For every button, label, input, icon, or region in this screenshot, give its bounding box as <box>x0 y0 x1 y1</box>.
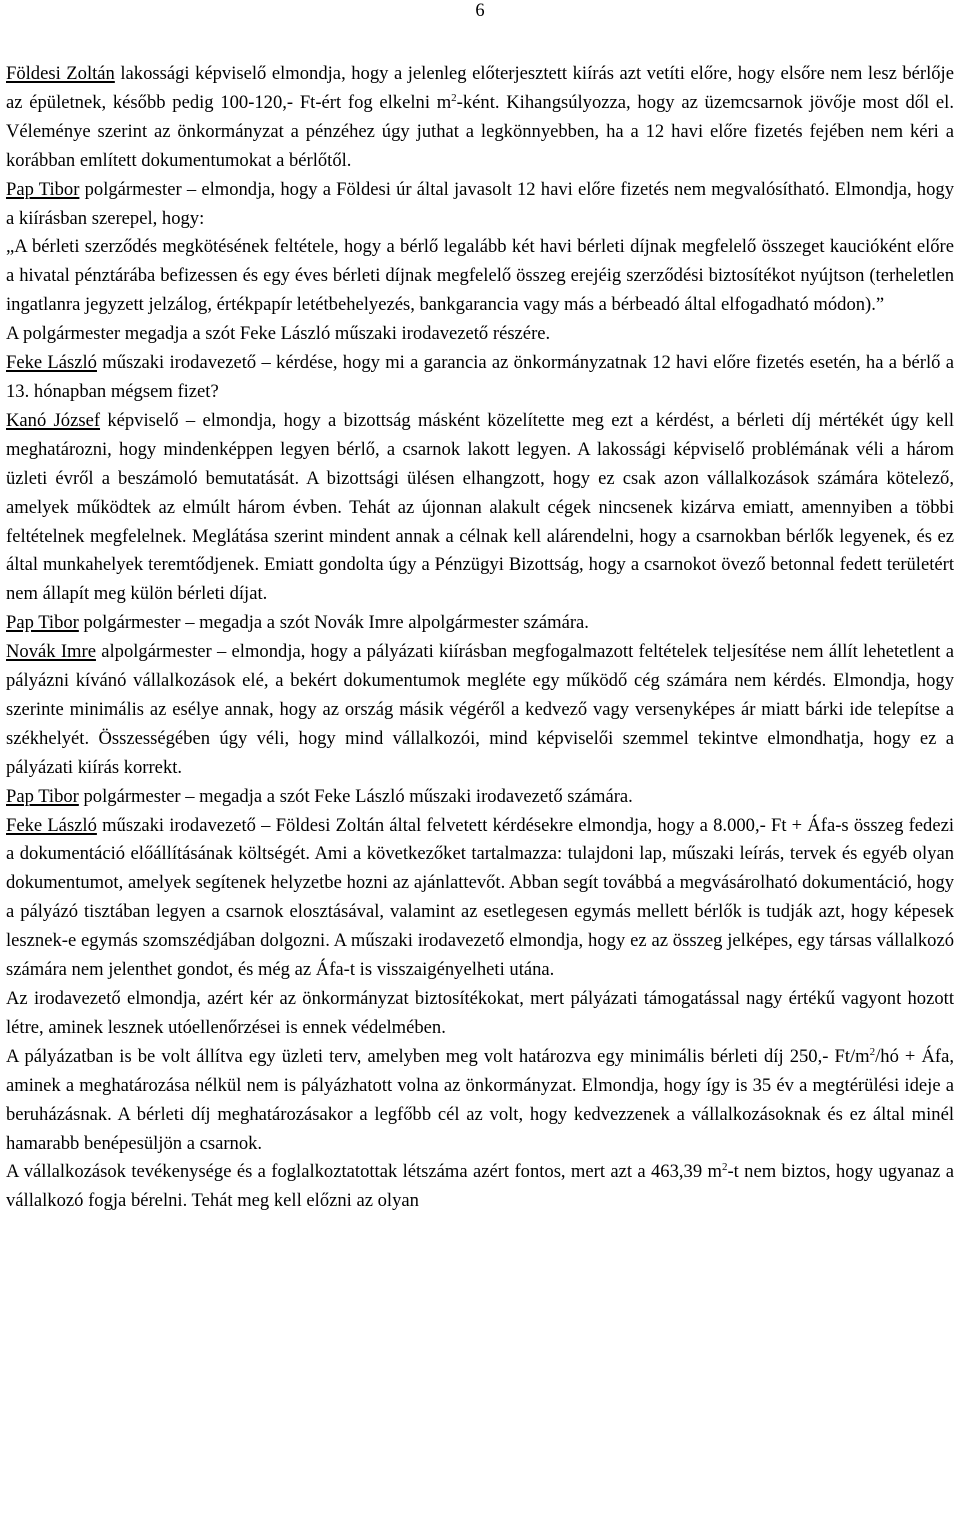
paragraph-text: polgármester – megadja a szót Novák Imre alpolgármester számára. <box>78 612 589 634</box>
paragraph-mayor-note: A polgármester megadja a szót Feke László műszaki irodavezető részére. <box>6 323 551 345</box>
speaker-name: Feke László <box>6 814 97 836</box>
speaker-name: Pap Tibor <box>6 612 79 634</box>
speaker-name: Feke László <box>6 352 97 374</box>
speaker-name: Pap Tibor <box>6 178 80 200</box>
paragraph-kano <box>6 407 954 609</box>
paragraph-palyazat <box>6 1043 954 1159</box>
paragraph-pap-tibor-3 <box>6 783 954 812</box>
paragraph-text: képviselő – elmondja, hogy a bizottság másként közelítette meg ezt a kérdést, a bérleti díj mértékét úgy kell meghatározni, hogy mindenképpen legyen bérlő, a csarnok lakott legyen. A lakossági képviselő problémának véli a három üzleti évről a beszámoló bemutatását. A bizottsági ülésen elhangzott, hogy ez csak azon vállalkozások számára kötelező, amelyek működtek az elmúlt három évben. Tehát az újonnan alakult cégek nincsenek kizárva emiatt, amennyiben a többi feltételnek megfelelnek. Meglátása szerint mindent annak a célnak kell alárendelni, hogy a csarnokban bérlők legyenek, és ez által munkahelyek teremtődjenek. Emiatt gondolta úgy a Pénzügyi Bizottság, hogy a csarnokot övező betonnal fedett területért nem állapít meg külön bérleti díjat. <box>6 409 954 605</box>
paragraph-text: A vállalkozások tevékenysége és a foglalkoztatottak létszáma azért fontos, mert azt a 463,39 m <box>6 1161 722 1183</box>
paragraph-text: műszaki irodavezető – Földesi Zoltán által felvetett kérdésekre elmondja, hogy a 8.000,- Ft + Áfa-s összeg fedezi a dokumentáció előállításának költségét. Ami a következőket tartalmazza: tulajdoni lap, műszaki leírás, tervek és egyéb olyan dokumentumot, amelyek segítenek helyzetbe hozni az ajánlattevőt. Abban segít továbbá a megvásárolható dokumentáció, hogy a pályázó tisztában legyen a csarnok elosztásával, valamint az esetlegesen egymás mellett bérlők is tudják azt, hogy képesek lesznek-e egymás szomszédjában dolgozni. A műszaki irodavezető elmondja, hogy ez az összeg jelképes, egy társas vállalkozó számára nem jelenthet gondot, és még az Áfa-t is visszaigényelheti utána. <box>6 814 955 981</box>
superscript: 2 <box>869 1045 876 1058</box>
paragraph-text: alpolgármester – elmondja, hogy a pályázati kiírásban megfogalmazott feltételek teljesítése nem állít lehetetlent a pályázni kívánó vállalkozások elé, a bekért dokumentumok megléte egy működő cég számára nem kérdés. Elmondja, hogy szerinte minimális az esélye annak, hogy az ország másik végéről a kedvező vagy versenyképes ár miatt bárki ide telepítse a székhelyét. Összességében úgy véli, hogy mind vállalkozói, mind képviselői szemmel tekintve elmondhatja, hogy ez a pályázati kiírás korrekt. <box>6 641 954 778</box>
paragraph-foldesi <box>6 60 954 176</box>
speaker-name: Pap Tibor <box>6 785 79 807</box>
speaker-name: Kanó József <box>6 409 101 431</box>
superscript: 2 <box>721 1161 728 1174</box>
superscript: 2 <box>451 91 457 104</box>
paragraph-feke <box>6 349 954 407</box>
paragraph-novak <box>6 638 954 783</box>
paragraph-feke-2 <box>6 812 954 985</box>
paragraph-text: polgármester – elmondja, hogy a Földesi úr által javasolt 12 havi előre fizetés nem megvalósítható. Elmondja, hogy a kiírásban szerepel, hogy: <box>6 178 954 229</box>
paragraph-text: polgármester – megadja a szót Feke László műszaki irodavezető számára. <box>78 785 633 807</box>
paragraph-vallalkozasok <box>6 1158 954 1216</box>
page-number: 6 <box>475 1 485 21</box>
minutes-body <box>6 60 954 1216</box>
paragraph-text: /hó + Áfa, aminek a meghatározása nélkül nem is pályázhatott volna az önkormányzat. Elmondja, hogy így is 35 év a megtérülési ideje a beruházásnak. A bérleti díj meghatározásakor a legfőbb cél az volt, hogy kedvezzenek a vállalkozásoknak és ez által minél hamarabb benépesüljön a csarnok. <box>6 1045 954 1154</box>
paragraph-text: lakossági képviselő elmondja, hogy a jelenleg előterjesztett kiírás azt vetíti előre, hogy elsőre nem lesz bérlője az épületnek, később pedig 100-120,- Ft-ért fog elkelni m <box>6 63 954 113</box>
speaker-name: Földesi Zoltán <box>6 63 115 84</box>
paragraph-pap-tibor <box>6 176 954 234</box>
paragraph-irodavezeto: Az irodavezető elmondja, azért kér az önkormányzat biztosítékokat, mert pályázati támogatással nagy értékű vagyont hozott létre, aminek lesznek utóellenőrzései is ennek védelmében. <box>6 988 954 1038</box>
paragraph-text: -t nem biztos, hogy ugyanaz a vállalkozó fogja bérelni. Tehát meg kell előzni az olyan <box>6 1161 955 1212</box>
paragraph-text: A pályázatban is be volt állítva egy üzleti terv, amelyben meg volt határozva egy minimális bérleti díj 250,- Ft/m <box>6 1045 870 1067</box>
paragraph-text: -ként. Kihangsúlyozza, hogy az üzemcsarnok jövője most dől el. Véleménye szerint az önkormányzat a pénzéhez úgy juthat a legkönnyebben, ha a 12 havi előre fizetés fejében nem kéri a korábban említett dokumentumokat a bérlőtől. <box>6 91 954 171</box>
speaker-name: Novák Imre <box>6 641 96 663</box>
paragraph-text: műszaki irodavezető – kérdése, hogy mi a garancia az önkormányzatnak 12 havi előre fizetés esetén, ha a bérlő a 13. hónapban mégsem fizet? <box>6 352 954 402</box>
paragraph-pap-tibor-2 <box>6 609 954 638</box>
paragraph-quote: „A bérleti szerződés megkötésének feltétele, hogy a bérlő legalább két havi bérleti díjnak megfelelő összeget kaucióként előre a hivatal pénztárába befizessen és egy éves bérleti díjnak megfelelő összeg erejéig szerződési biztosítékot nyújtson (terheletlen ingatlanra jegyzett jelzálog, értékpapír letétbehelyezés, bankgarancia vagy más a bérbeadó által elfogadható módon).” <box>6 236 954 316</box>
